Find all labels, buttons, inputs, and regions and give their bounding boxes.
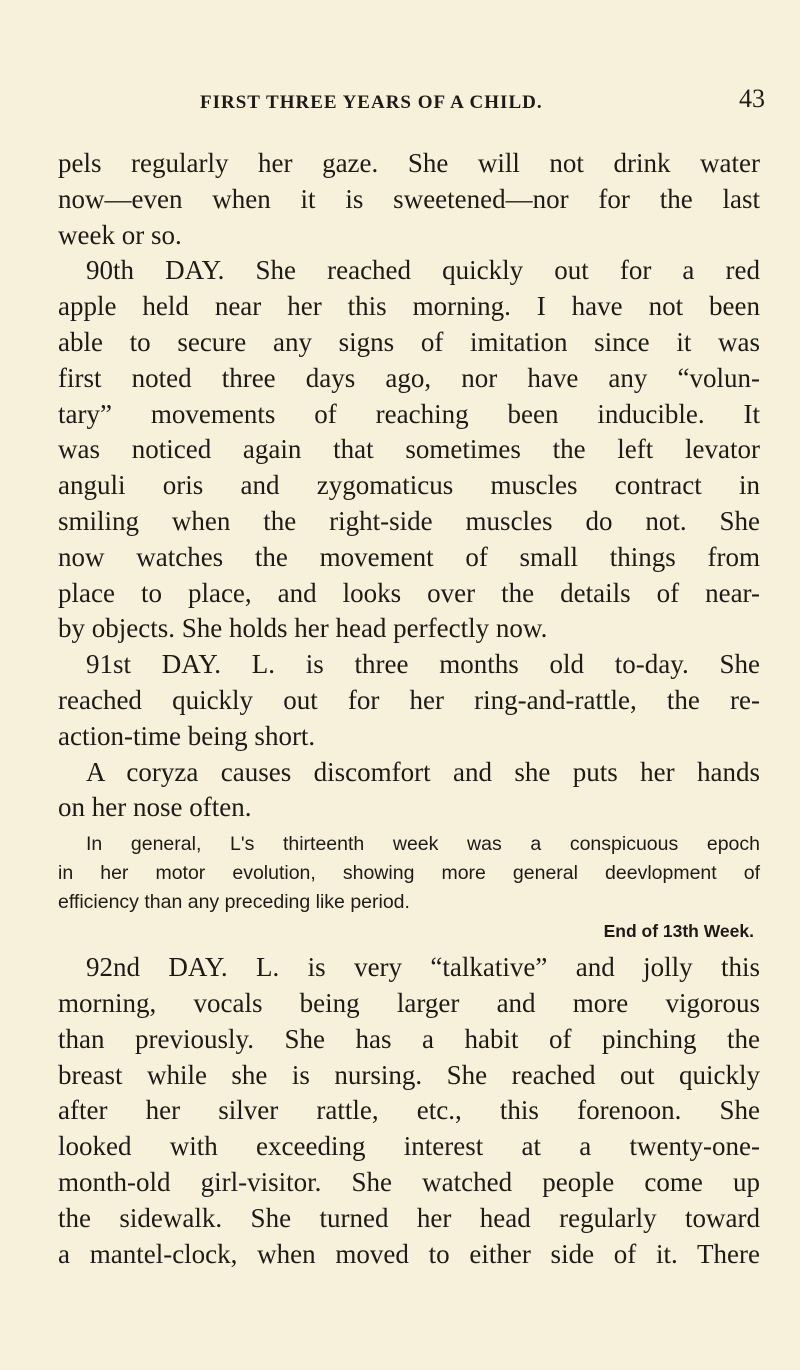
note-line: In general, L's thirteenth week was a conspicuous epoch	[86, 833, 760, 856]
text-line: on her nose often.	[58, 792, 252, 823]
paragraph-coryza	[58, 755, 760, 827]
text-line: reached quickly out for her ring-and-rattle, the re-	[58, 684, 760, 715]
note-line: in her motor evolution, showing more general deevlopment of	[58, 862, 760, 885]
paragraph	[58, 146, 760, 253]
text-line: apple held near her this morning. I have not been	[58, 291, 760, 322]
text-line: was noticed again that sometimes the left levator	[58, 434, 760, 465]
text-line: week or so.	[58, 219, 182, 250]
text-line: a mantel-clock, when moved to either side of it. There	[58, 1238, 760, 1269]
text-line: smiling when the right-side muscles do not. She	[58, 505, 760, 536]
paragraph-day-91	[58, 647, 760, 754]
text-line: 90th DAY. She reached quickly out for a red	[86, 255, 760, 286]
text-line: than previously. She has a habit of pinching the	[58, 1023, 760, 1054]
text-line: able to secure any signs of imitation since it was	[58, 326, 760, 357]
text-line: looked with exceeding interest at a twenty-one-	[58, 1131, 760, 1162]
text-line: pels regularly her gaze. She will not drink water	[58, 148, 760, 178]
running-head	[60, 86, 765, 126]
text-line: month-old girl-visitor. She watched people come up	[58, 1166, 760, 1197]
text-line: tary” movements of reaching been inducible. It	[58, 398, 760, 429]
text-line: action-time being short.	[58, 720, 316, 751]
text-line: first noted three days ago, nor have any “volun-	[58, 362, 760, 393]
text-line: breast while she is nursing. She reached out quickly	[58, 1059, 760, 1090]
text-line: after her silver rattle, etc., this forenoon. She	[58, 1095, 760, 1126]
running-title: FIRST THREE YEARS OF A CHILD.	[200, 92, 543, 113]
text-line: now—even when it is sweetened—nor for the last	[58, 183, 760, 214]
text-line: the sidewalk. She turned her head regularly toward	[58, 1202, 760, 1233]
text-line: morning, vocals being larger and more vigorous	[58, 987, 760, 1018]
page-number: 43	[739, 84, 765, 113]
note-line: efficiency than any preceding like period.	[58, 891, 410, 914]
text-line: 92nd DAY. L. is very “talkative” and jolly this	[86, 952, 760, 983]
text-line: now watches the movement of small things from	[58, 541, 760, 572]
paragraph-day-92	[58, 950, 760, 1272]
paragraph-day-90	[58, 253, 760, 647]
text-line: 91st DAY. L. is three months old to-day. She	[86, 649, 760, 680]
text-line: place to place, and looks over the details of near-	[58, 577, 760, 608]
text-line: anguli oris and zygomaticus muscles contract in	[58, 470, 760, 501]
text-line: by objects. She holds her head perfectly now.	[58, 613, 548, 644]
body-text	[58, 146, 760, 1272]
week-end-signoff: End of 13th Week.	[603, 921, 754, 942]
week-summary-note	[58, 830, 760, 917]
text-line: A coryza causes discomfort and she puts her hands	[86, 756, 760, 787]
